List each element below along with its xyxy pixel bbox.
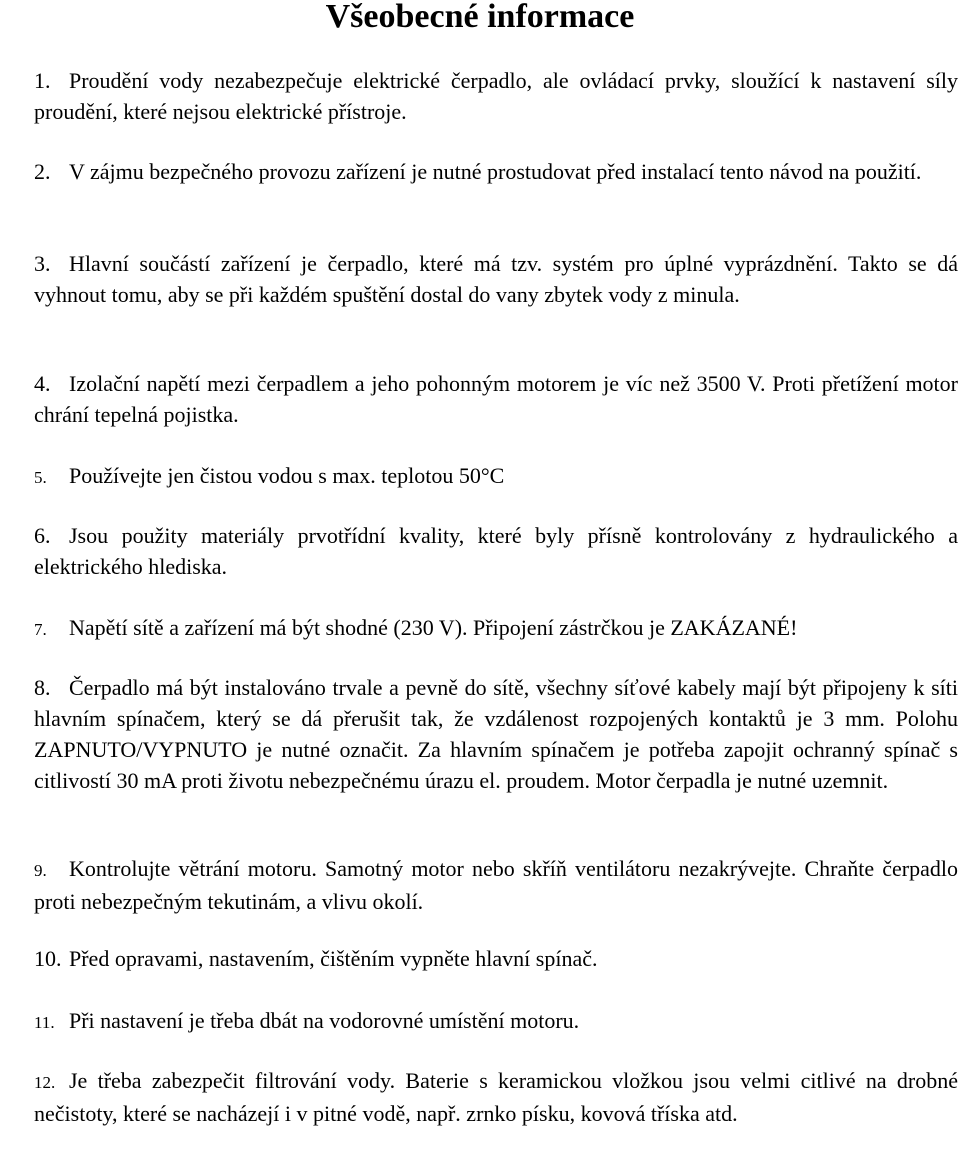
item-text: Jsou použity materiály prvotřídní kvality, které byly přísně kontrolovány z hydraulického a elektrického hlediska. [34,523,958,579]
paragraph [34,368,958,430]
item-text: Izolační napětí mezi čerpadlem a jeho pohonným motorem je víc než 3500 V. Proti přetížení motor chrání tepelná pojistka. [34,371,958,427]
list-item-1 [34,65,958,127]
list-item-3 [34,248,958,310]
item-number: 6. [34,523,51,548]
paragraph [34,65,958,127]
item-number: 1. [34,68,51,93]
item-text: Před opravami, nastavením, čištěním vypněte hlavní spínač. [69,946,598,971]
item-text: Čerpadlo má být instalováno trvale a pevně do sítě, všechny síťové kabely mají být připojeny k síti hlavním spínačem, který se dá přerušit tak, že vzdálenost rozpojených kontaktů je 3 mm. Polohu ZAPNUTO/VYPNUTO je nutné označit. Za hlavním spínačem je potřeba zapojit ochranný spínač s citlivostí 30 mA proti životu nebezpečnému úrazu el. proudem. Motor čerpadla je nutné uzemnit. [34,675,958,793]
paragraph [34,248,958,310]
paragraph [34,672,958,796]
item-text: Napětí sítě a zařízení má být shodné (230 V). Připojení zástrčkou je ZAKÁZANÉ! [69,615,798,640]
list-item-8 [34,672,958,796]
list-item-5 [34,460,958,493]
list-item-11 [34,1005,958,1038]
item-text: V zájmu bezpečného provozu zařízení je nutné prostudovat před instalací tento návod na použití. [69,159,922,184]
paragraph [34,943,958,974]
item-number: 7. [34,620,47,639]
paragraph [34,1005,958,1038]
item-text: Při nastavení je třeba dbát na vodorovné umístění motoru. [69,1008,580,1033]
item-number: 2. [34,159,51,184]
item-text: Kontrolujte větrání motoru. Samotný motor nebo skříň ventilátoru nezakrývejte. Chraňte čerpadlo proti nebezpečným tekutinám, a vlivu okolí. [34,856,958,914]
item-text: Je třeba zabezpečit filtrování vody. Baterie s keramickou vložkou jsou velmi citlivé na drobné nečistoty, které se nacházejí i v pitné vodě, např. zrnko písku, kovová tříska atd. [34,1068,958,1126]
paragraph [34,612,958,645]
item-number: 8. [34,675,51,700]
paragraph [34,156,958,187]
item-number: 4. [34,371,51,396]
list-item-9 [34,853,958,917]
paragraph [34,460,958,493]
item-number: 3. [34,251,51,276]
list-item-4 [34,368,958,430]
item-text: Hlavní součástí zařízení je čerpadlo, které má tzv. systém pro úplné vyprázdnění. Takto se dá vyhnout tomu, aby se při každém spuštění dostal do vany zbytek vody z minula. [34,251,958,307]
item-number: 10. [34,946,62,971]
item-text: Proudění vody nezabezpečuje elektrické čerpadlo, ale ovládací prvky, sloužící k nastavení síly proudění, které nejsou elektrické přístroje. [34,68,958,124]
item-text: Používejte jen čistou vodou s max. teplotou 50°C [69,463,505,488]
list-item-2 [34,156,958,187]
list-item-12 [34,1065,958,1129]
item-number: 12. [34,1073,56,1092]
item-number: 5. [34,468,47,487]
list-item-10 [34,943,958,974]
paragraph [34,1065,958,1129]
paragraph [34,520,958,582]
item-number: 11. [34,1013,55,1032]
paragraph [34,853,958,917]
list-item-6 [34,520,958,582]
item-number: 9. [34,861,47,880]
list-item-7 [34,612,958,645]
page-title: Všeobecné informace [325,0,635,35]
